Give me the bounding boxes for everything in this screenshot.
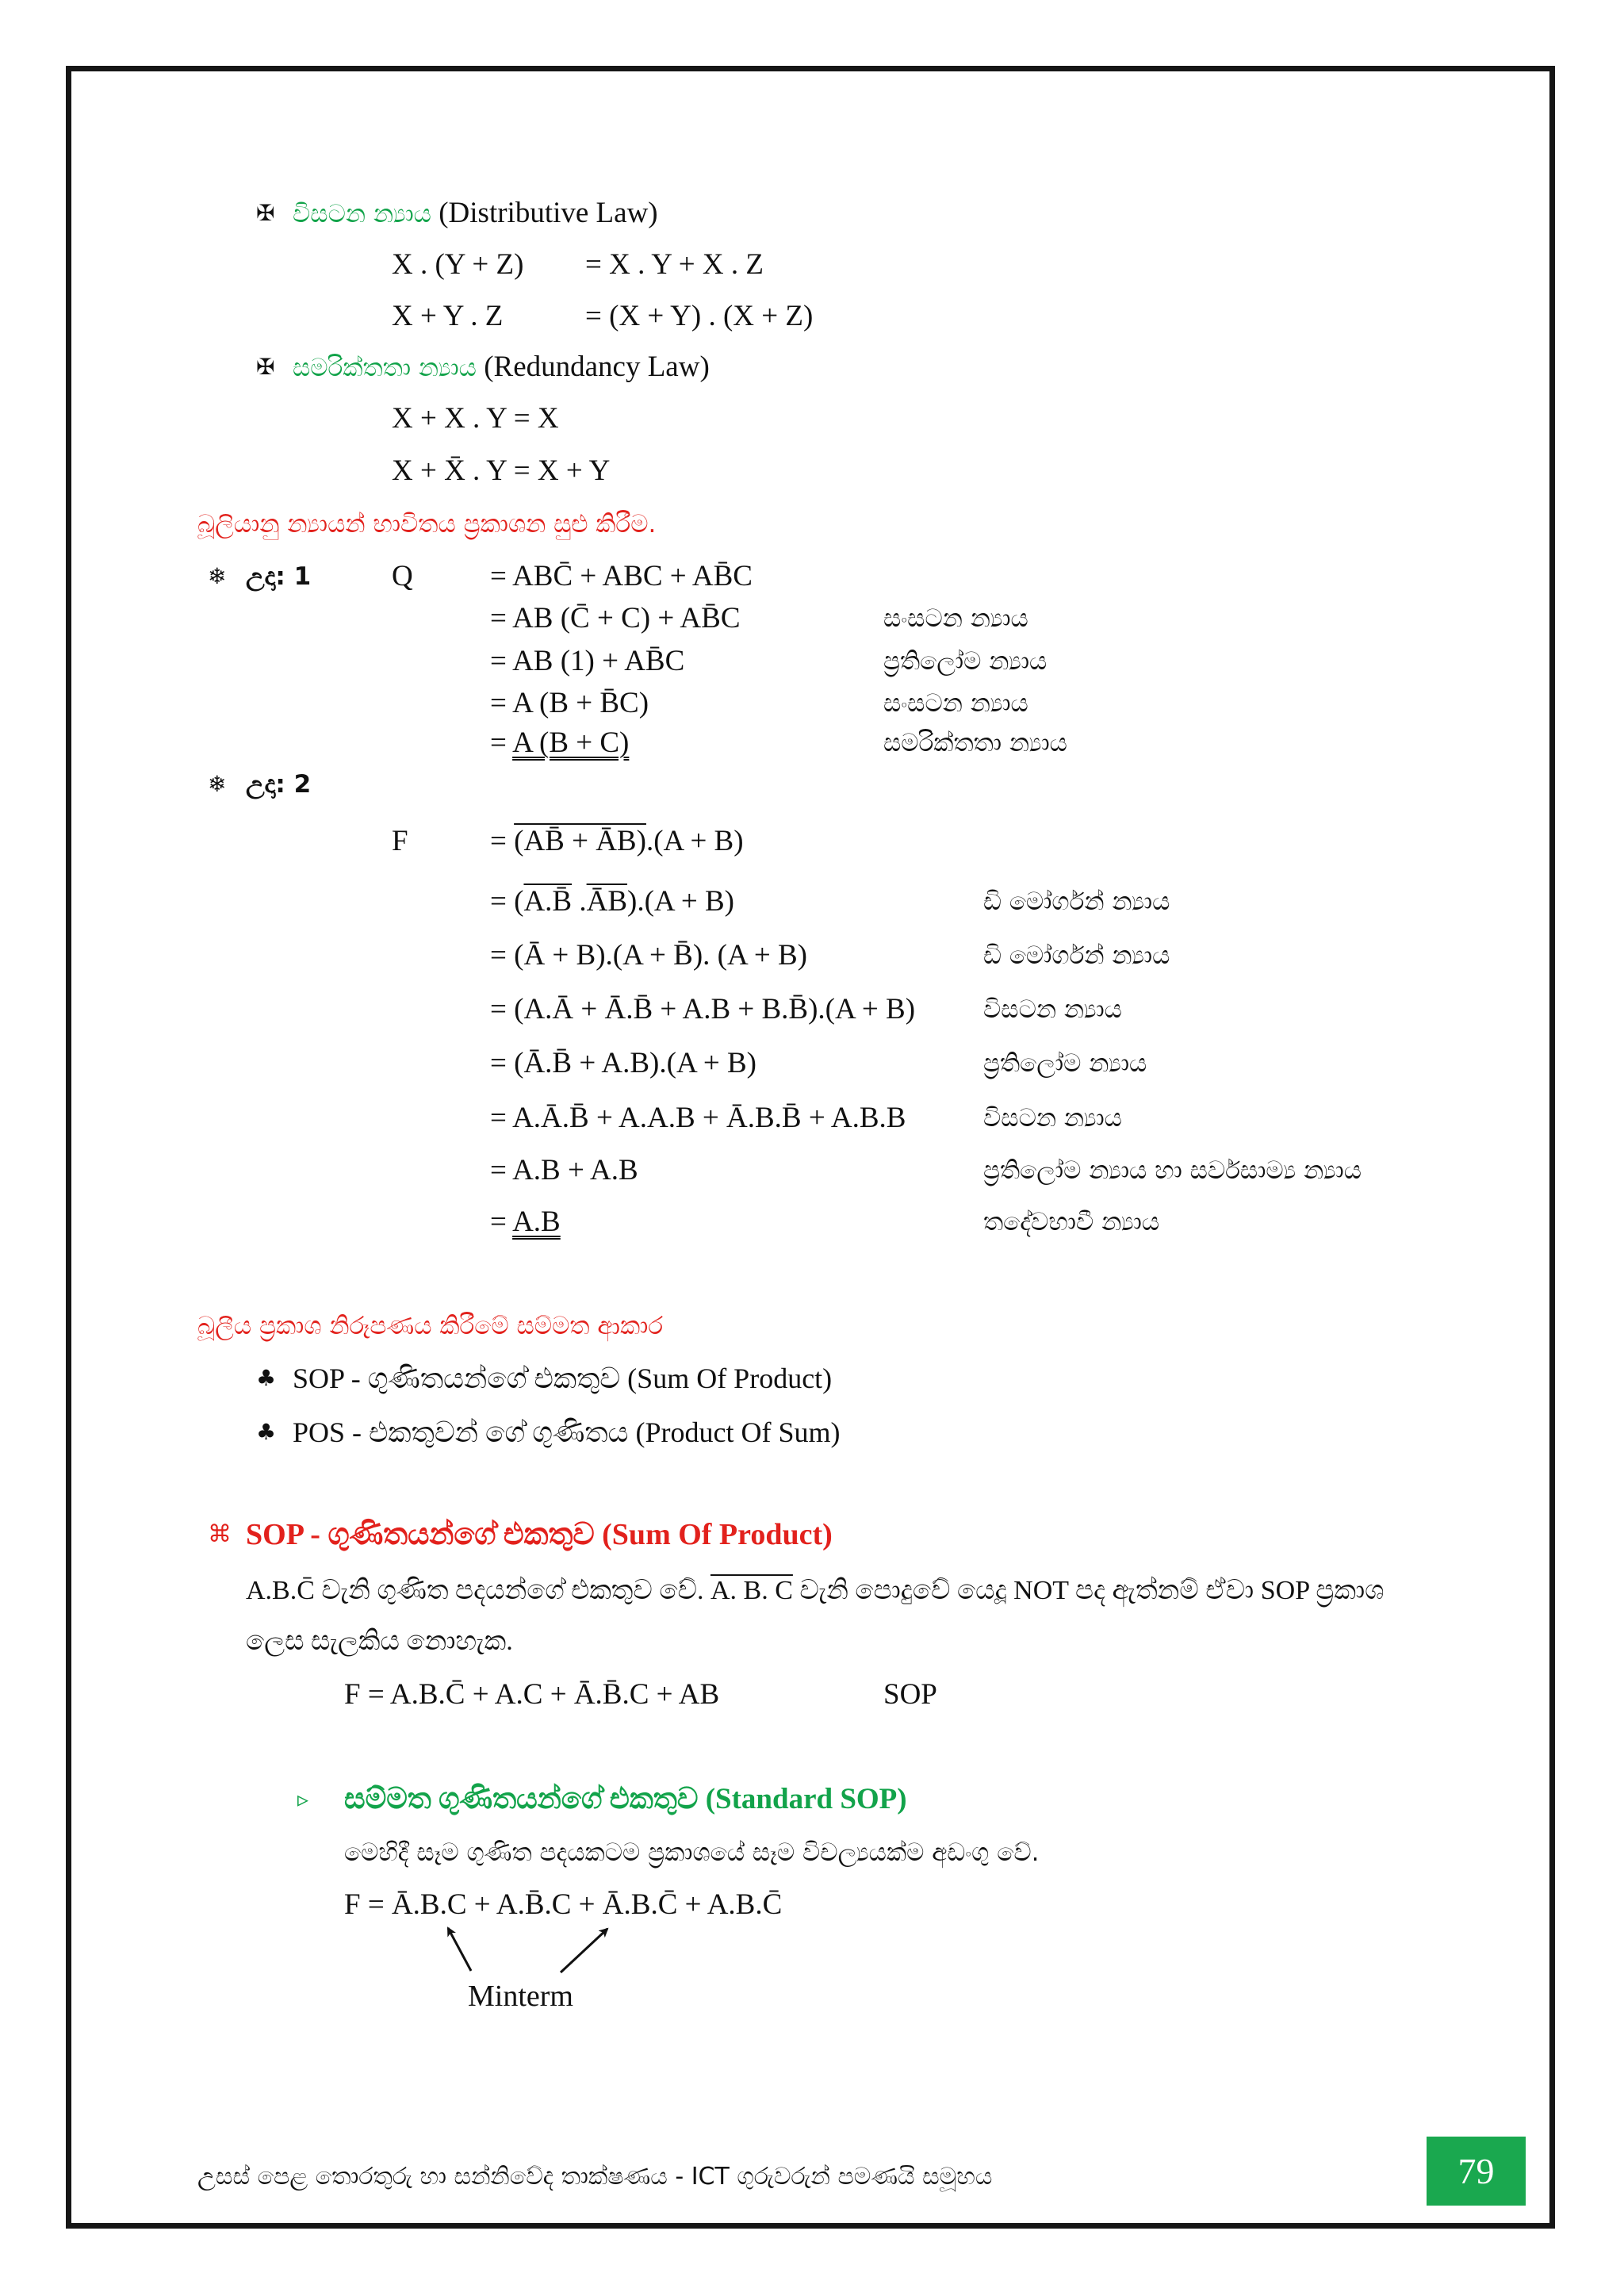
expr-part: . [572,885,587,918]
example-2-step-6: = A.Ā.B̄ + A.A.B + Ā.B.B̄ + A.B.B [490,1102,906,1134]
example-2-step-8 [490,1205,561,1240]
example-2-step-4: = (A.Ā + Ā.B̄ + A.B + B.B̄).(A + B) [490,993,916,1025]
example-1-label: උදා: 1 [246,562,312,591]
example-2-label: උදා: 2 [246,770,312,799]
redundancy-law-name-si: සමරික්තතා න්‍යාය [293,354,477,382]
distributive-row-2-rhs: = (X + Y) . (X + Z) [585,300,814,332]
example-1-law-5: සමරික්තතා න්‍යාය [883,729,1067,757]
example-1-step-5 [490,726,629,761]
expr-part: .(A + B) [645,825,744,857]
sop-example-tag: SOP [883,1678,937,1711]
sop-description-line-1 [246,1573,1384,1608]
expr-part-overlined: A.B̄ [523,885,573,918]
example-2-law-6: විසටන න්‍යාය [983,1104,1122,1133]
sop-heading: SOP - ගුණිතයන්ගේ එකතුව (Sum Of Product) [246,1518,833,1551]
expr-part: = ( [490,885,524,918]
sop-example-expression: F = A.B.C̄ + A.C + Ā.B̄.C + AB [344,1678,720,1711]
example-1-law-2: සංසටන න්‍යාය [883,604,1028,633]
triangle-right-icon: ▹ [297,1786,309,1812]
example-2-law-5: ප්‍රතිලෝම න්‍යාය [983,1049,1147,1078]
distributive-row-1-lhs: X . (Y + Z) [392,248,524,281]
example-1-result: A (B + C) [512,726,630,759]
maltese-cross-icon: ✠ [256,354,275,380]
example-2-law-4: විසටන න්‍යාය [983,995,1122,1024]
maltese-cross-icon: ✠ [256,200,275,226]
standard-forms-heading: බූලීය ප්‍රකාශ නිරූපණය කිරීමේ සම්මත ආකාර [197,1312,664,1340]
sop-description-text: A.B.C̄ වැනි ගුණිත පදයන්ගේ එකතුව වේ. [246,1576,710,1605]
snowflake-icon: ❄ [208,771,227,797]
distributive-law-name-si: විසටන න්‍යාය [293,200,431,228]
example-2-step-2 [490,884,734,919]
expr-part-overlined: (AB̄ + ĀB) [514,825,646,857]
example-1-variable: Q [392,560,413,592]
example-1-step-2: = AB (C̄ + C) + AB̄C [490,602,741,634]
page-border [66,66,1555,2229]
example-1-step-1: = ABC̄ + ABC + AB̄C [490,560,753,592]
minterm-label: Minterm [468,1980,573,2013]
example-2-step-7: = A.B + A.B [490,1154,638,1186]
redundancy-row-1: X + X . Y = X [392,402,559,435]
sop-description-overlined-term: A. B. C [710,1576,793,1605]
simplification-heading: බූලියානු න්‍යායන් භාවිතය ප්‍රකාශන සුළු කිරීම. [197,510,657,539]
redundancy-law-name-en: (Redundancy Law) [484,351,710,383]
example-2-step-5: = (Ā.B̄ + A.B).(A + B) [490,1047,756,1079]
distributive-law-name-en: (Distributive Law) [439,197,658,229]
page-number: 79 [1427,2137,1526,2206]
sop-description-text: වැනි පොදුවේ යෙදූ NOT පද ඇත්නම් ඒවා SOP ප්‍රකාශ [792,1576,1385,1605]
example-1-law-3: ප්‍රතිලෝම න්‍යාය [883,647,1048,676]
example-2-law-8: තදේවභාවී න්‍යාය [983,1208,1160,1236]
standard-form-sop: SOP - ගුණිතයන්ගේ එකතුව (Sum Of Product) [293,1363,833,1394]
example-2-law-3: ඩි මෝර්ගන් න්‍යාය [983,941,1170,970]
standard-sop-heading: සම්මත ගුණිතයන්ගේ එකතුව (Standard SOP) [344,1783,907,1815]
distributive-row-1-rhs: = X . Y + X . Z [585,248,764,281]
example-2-variable: F [392,825,408,857]
example-2-step-1 [490,824,744,859]
distributive-row-2-lhs: X + Y . Z [392,300,504,332]
redundancy-law-heading [293,350,710,385]
club-icon: ♣ [256,1419,277,1445]
footer-text: උසස් පෙළ තොරතුරු හා සන්නිවේද තාක්ෂණය - ICT ගුරුවරුන් පමණයි සමූහය [197,2163,993,2191]
redundancy-row-2: X + X̄ . Y = X + Y [392,454,611,487]
expr-part-overlined: ĀB [586,885,628,918]
expr-part: = [490,825,515,857]
example-1-step-4: = A (B + B̄C) [490,687,649,719]
example-2-law-7: ප්‍රතිලෝම න්‍යාය හා සර්වසාම්‍ය න්‍යාය [983,1156,1362,1185]
standard-sop-expression: F = Ā.B.C + A.B̄.C + Ā.B.C̄ + A.B.C̄ [344,1888,783,1921]
distributive-law-heading [293,196,658,232]
expr-part: ).(A + B) [627,885,734,918]
equals-sign: = [490,726,513,759]
example-1-law-4: සංසටන න්‍යාය [883,689,1028,718]
example-2-step-3: = (Ā + B).(A + B̄). (A + B) [490,939,808,972]
standard-sop-description: මෙහිදී සෑම ගුණිත පදයකටම ප්‍රකාශයේ සෑම විචල්‍යයක්ම අඩංගු වේ. [344,1838,1040,1867]
snowflake-icon: ❄ [208,563,227,589]
club-icon: ♣ [256,1365,277,1391]
example-1-step-3: = AB (1) + AB̄C [490,645,685,677]
example-2-law-2: ඩි මෝර්ගන් න්‍යාය [983,887,1170,916]
command-key-icon: ⌘ [208,1520,232,1548]
equals-sign: = [490,1205,513,1238]
sop-description-line-2: ලෙස සැලකිය නොහැක. [246,1627,513,1656]
standard-form-pos: POS - එකතුවන් ගේ ගුණිතය (Product Of Sum) [293,1416,841,1448]
example-2-result: A.B [512,1205,561,1238]
